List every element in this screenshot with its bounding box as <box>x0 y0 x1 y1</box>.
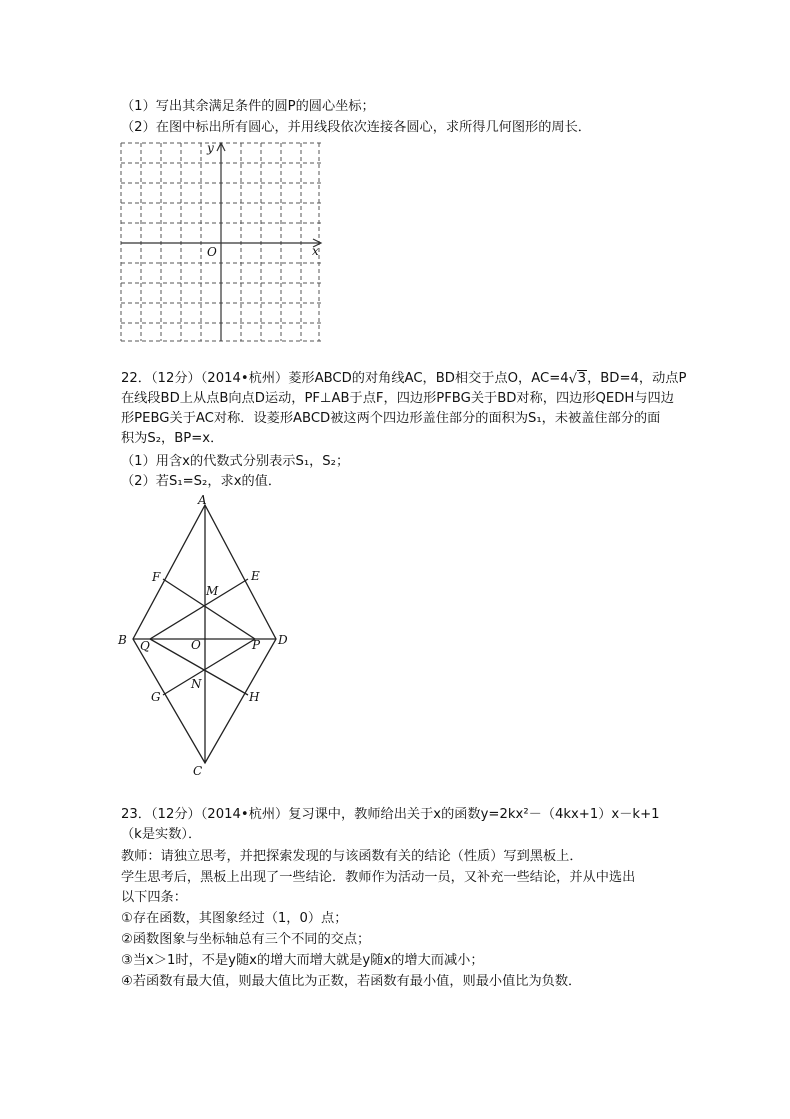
q23-conclusion-4: ④若函数有最大值，则最大值比为正数，若函数有最小值，则最小值比为负数． <box>121 974 582 989</box>
label-p: P <box>252 638 261 652</box>
q23-conclusion-3: ③当x＞1时，不是y随x的增大而增大就是y随x的增大而减小； <box>121 953 484 968</box>
q23-line-2: （k是实数）． <box>121 827 202 842</box>
q23-line-1: 23．（12分）（2014•杭州）复习课中，教师给出关于x的函数y=2kx²－（4kx+1）x－k+1 <box>121 807 660 822</box>
q22-line-3: 形PEBG关于AC对称．设菱形ABCD被这两个四边形盖住部分的面积为S₁，未被盖住部分的面 <box>121 411 661 426</box>
x-axis-label: x <box>312 244 319 258</box>
label-d: D <box>278 633 288 647</box>
label-h: H <box>249 690 260 704</box>
q22-line-1 <box>121 369 686 389</box>
q23-conclusion-1: ①存在函数，其图象经过（1，0）点； <box>121 911 348 926</box>
q23-line-5: 以下四条： <box>121 890 187 905</box>
label-c: C <box>193 764 203 778</box>
q22-item-1: （1）用含x的代数式分别表示S₁，S₂； <box>121 454 350 469</box>
label-f: F <box>152 570 161 584</box>
label-q: Q <box>140 639 150 653</box>
segment-qe <box>150 579 248 639</box>
y-axis <box>217 143 225 341</box>
q21-item-2: （2）在图中标出所有圆心，并用线段依次连接各圆心，求所得几何图形的周长． <box>121 120 591 135</box>
q22-line-1-a: 22．（12分）（2014•杭州）菱形ABCD的对角线AC，BD相交于点O，AC=4 <box>121 371 569 386</box>
segment-pg <box>163 639 255 695</box>
y-axis-label: y <box>207 141 214 155</box>
label-n: N <box>191 677 202 691</box>
q22-line-1-b: ，BD=4，动点P <box>587 371 687 386</box>
q23-conclusion-2: ②函数图象与坐标轴总有三个不同的交点； <box>121 932 371 947</box>
q22-line-2: 在线段BD上从点B向点D运动，PF⊥AB于点F，四边形PFBG关于BD对称，四边形QEDH与四边 <box>121 391 674 406</box>
rhombus-figure <box>110 495 300 780</box>
sqrt-3: √ 3 <box>568 371 587 387</box>
label-b: B <box>118 633 127 647</box>
q22-item-2: （2）若S₁=S₂，求x的值． <box>121 474 282 489</box>
label-g: G <box>151 690 161 704</box>
q22-line-4: 积为S₂，BP=x． <box>121 431 224 446</box>
coordinate-grid <box>118 140 328 344</box>
label-e: E <box>251 569 260 583</box>
origin-label: O <box>207 245 217 259</box>
q21-item-1: （1）写出其余满足条件的圆P的圆心坐标； <box>121 99 375 114</box>
q23-line-3: 教师：请独立思考，并把探索发现的与该函数有关的结论（性质）写到黑板上． <box>121 849 583 864</box>
q23-line-4: 学生思考后，黑板上出现了一些结论．教师作为活动一员，又补充一些结论，并从中选出 <box>121 870 636 885</box>
label-o: O <box>191 638 201 652</box>
label-a: A <box>198 495 207 507</box>
sqrt-number: 3 <box>577 371 587 386</box>
label-m: M <box>206 584 219 598</box>
